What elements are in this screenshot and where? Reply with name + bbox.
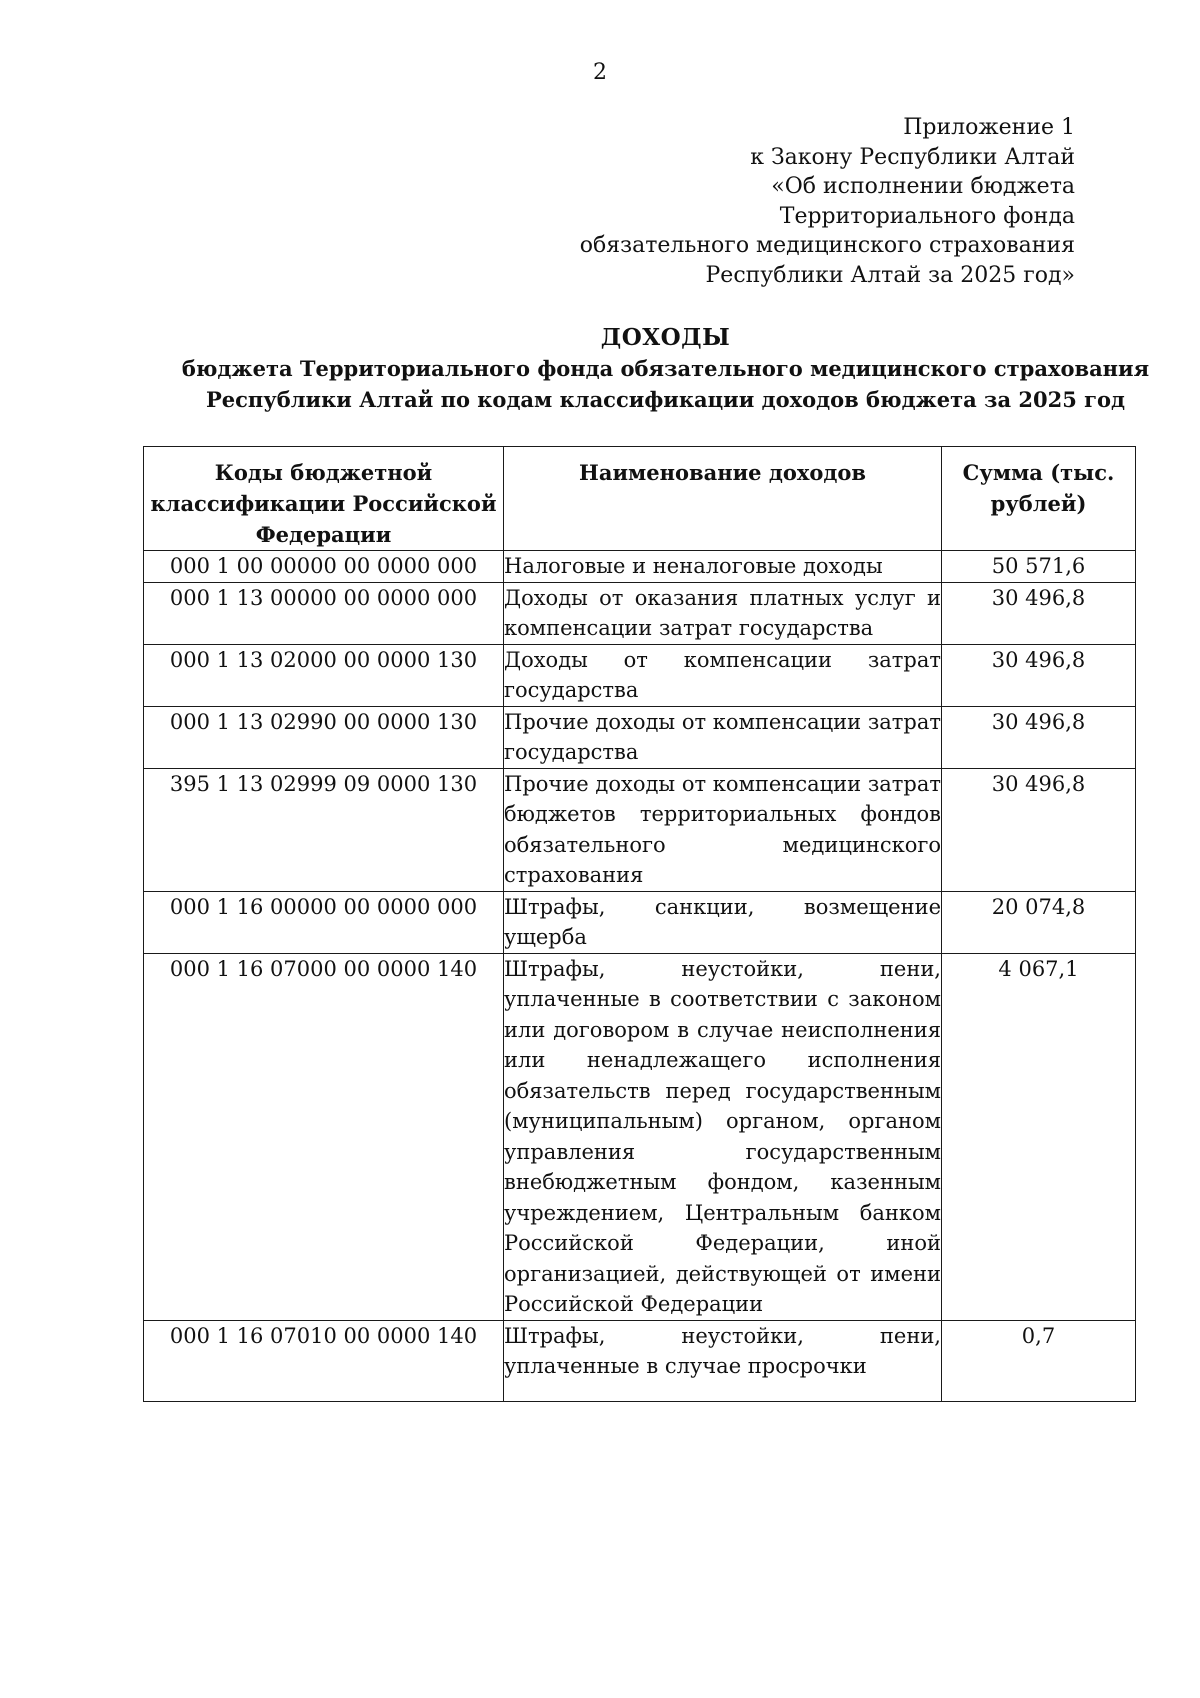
annex-line: Республики Алтай за 2025 год» [705, 262, 1075, 288]
cell-sum: 4 067,1 [942, 953, 1136, 1320]
table-row [144, 706, 1136, 768]
annex-line: Приложение 1 [903, 115, 1075, 140]
cell-sum: 30 496,8 [942, 706, 1136, 768]
title-main: ДОХОДЫ [600, 324, 731, 351]
cell-name: Штрафы, неустойки, пени, уплаченные в соответствии с законом или договором в случае неисполнения или ненадлежащего исполнения обязательств перед государственным (муниципальным) органом, органом управления государственным внебюджетным фондом, казенным учреждением, Центральным банком Российской Федерации, иной организацией, действующей от имени Российской Федерации [504, 953, 942, 1320]
cell-name: Доходы от оказания платных услуг и компенсации затрат государства [504, 582, 942, 644]
cell-code: 000 1 16 00000 00 0000 000 [144, 891, 504, 953]
cell-name-text: Штрафы, неустойки, пени, уплаченные в случае просрочки [504, 1323, 941, 1378]
annex-line: к Закону Республики Алтай [750, 144, 1075, 170]
table-row [144, 1320, 1136, 1401]
income-table [143, 446, 1136, 1402]
document-title [120, 322, 1200, 415]
cell-sum: 50 571,6 [942, 551, 1136, 583]
cell-code: 000 1 16 07000 00 0000 140 [144, 953, 504, 1320]
title-subtitle-line: бюджета Территориального фонда обязательного медицинского страхования [181, 356, 1150, 381]
cell-name [504, 1320, 942, 1401]
header-sum: Сумма (тыс. рублей) [942, 447, 1136, 551]
table-row [144, 768, 1136, 891]
table-row [144, 953, 1136, 1320]
table-row [144, 644, 1136, 706]
annex-line: Территориального фонда [779, 203, 1075, 229]
cell-code: 000 1 13 02990 00 0000 130 [144, 706, 504, 768]
title-subtitle-line: Республики Алтай по кодам классификации доходов бюджета за 2025 год [205, 387, 1126, 412]
cell-code: 000 1 00 00000 00 0000 000 [144, 551, 504, 583]
cell-name: Прочие доходы от компенсации затрат государства [504, 706, 942, 768]
header-code: Коды бюджетной классификации Российской Федерации [144, 447, 504, 551]
cell-name: Налоговые и неналоговые доходы [504, 551, 942, 583]
cell-code: 000 1 16 07010 00 0000 140 [144, 1320, 504, 1401]
cell-code: 395 1 13 02999 09 0000 130 [144, 768, 504, 891]
annex-line: обязательного медицинского страхования [579, 233, 1075, 258]
annex-header [515, 113, 1075, 290]
cell-code: 000 1 13 02000 00 0000 130 [144, 644, 504, 706]
annex-line: «Об исполнении бюджета [771, 174, 1075, 199]
cell-code: 000 1 13 00000 00 0000 000 [144, 582, 504, 644]
cell-sum: 30 496,8 [942, 768, 1136, 891]
cell-name: Доходы от компенсации затрат государства [504, 644, 942, 706]
table-row [144, 891, 1136, 953]
cell-name: Прочие доходы от компенсации затрат бюджетов территориальных фондов обязательного медицинского страхования [504, 768, 942, 891]
page-number: 2 [593, 60, 607, 85]
cell-sum: 0,7 [942, 1320, 1136, 1401]
table-row [144, 551, 1136, 583]
cell-sum: 20 074,8 [942, 891, 1136, 953]
table-row [144, 582, 1136, 644]
table-header-row [144, 447, 1136, 551]
header-name: Наименование доходов [504, 447, 942, 551]
cell-sum: 30 496,8 [942, 644, 1136, 706]
cell-sum: 30 496,8 [942, 582, 1136, 644]
cell-name: Штрафы, санкции, возмещение ущерба [504, 891, 942, 953]
